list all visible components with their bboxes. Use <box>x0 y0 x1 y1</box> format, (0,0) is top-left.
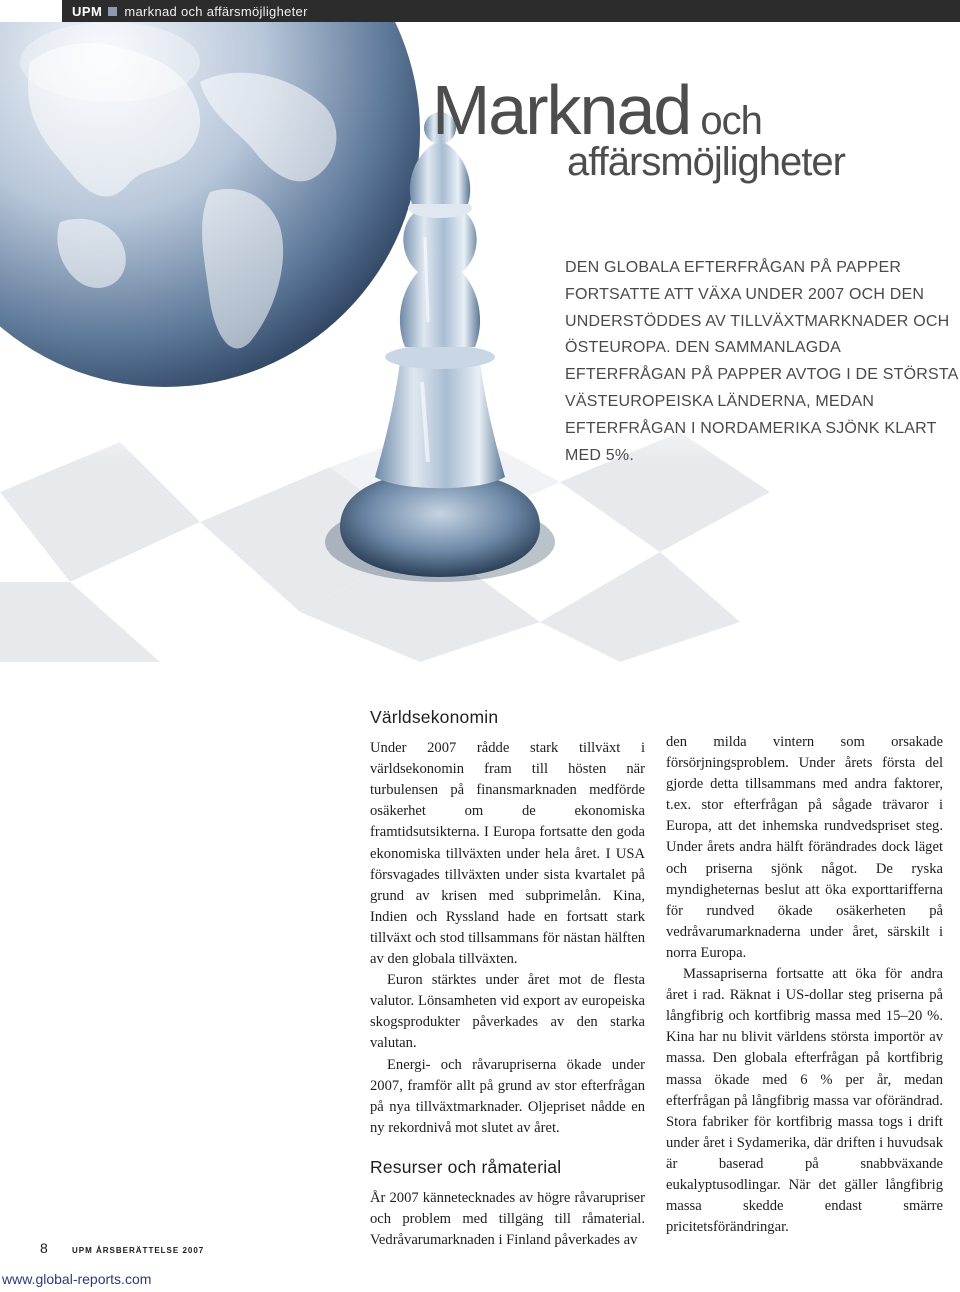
heading-world-economy: Världsekonomin <box>370 707 499 727</box>
title-main-word: Marknad <box>432 71 691 149</box>
text-column-left <box>370 707 645 1251</box>
paragraph: Massapriserna fortsatte att öka för andra året i rad. Räknat i US-dollar steg priserna på långfibrig och kortfibrig massa med 15–20 %. Kina har nu blivit världens största importör av massa. Den globala efterfrågan på kortfibrig massa ökade med 6 % per år, medan efterfrågan på långfibrig massa var oförändrad. Stora fabriker för kortfibrig massa togs i drift under året i Sydamerika, där driften i huvudsak är baserad på snabbväxande eukalyptusodlingar. När det gäller långfibrig massa skedde endast smärre pricitetsförändringar. <box>666 966 943 1236</box>
intro-lead-paragraph: DEN GLOBALA EFTERFRÅGAN PÅ PAPPER FORTSATTE ATT VÄXA UNDER 2007 OCH DEN UNDERSTÖDDES AV TILLVÄXTMARKNADER OCH ÖSTEUROPA. DEN SAMMANLAGDA EFTERFRÅGAN PÅ PAPPER AVTOG I DE STÖRSTA VÄSTEUROPEISKA LÄNDERNA, MEDAN EFTERFRÅGAN I NORDAMERIKA SJÖNK KLART MED 5%. <box>565 259 958 464</box>
paragraph: Energi- och råvarupriserna ökade under 2007, framför allt på grund av stor efterfrågan på nya tillväxtmarknader. Oljepriset nådde en ny rekordnivå mot slutet av året. <box>370 1056 645 1136</box>
header-brand: UPM <box>72 3 103 19</box>
running-header <box>62 0 960 22</box>
paragraph: den milda vintern som orsakade försörjningsproblem. Under årets första del gjorde detta tillsammans med andra faktorer, t.ex. stor efterfrågan på sågade trävaror i Europa, att det inhemska rundvedspriset steg. Under årets andra hälft förändrades dock läget och priserna sjönk något. De ryska myndigheternas beslut att öka exporttarifferna för rundved ökade osäkerheten på vedråvarumarknaderna under året, särskilt i norra Europa. <box>666 734 943 961</box>
paragraph: År 2007 kännetecknades av högre råvarupriser och problem med tillgäng till råmaterial. Vedråvarumarknaden i Finland påverkades av <box>370 1189 645 1249</box>
page-title-line2: affärsmöjligheter <box>567 140 845 184</box>
heading-resources: Resurser och råmaterial <box>370 1156 562 1177</box>
footer-report-title: UPM ÅRSBERÄTTELSE 2007 <box>72 1246 205 1255</box>
paragraph: Under 2007 rådde stark tillväxt i världsekonomin fram till hösten när turbulensen på finansmarknaden medförde osäkerhet om de ekonomiska framtidsutsikterna. I Europa fortsatte den goda ekonomiska tillväxten under hela året. I USA försvagades tillväxten under sista kvartalet på grund av krisen med subprimelån. Kina, Indien och Ryssland hade en fortsatt stark tillväxt och stod tillsammans för nästan hälften av den globala tillväxten. <box>370 740 645 968</box>
header-square-icon <box>108 7 117 16</box>
page-title-line1 <box>432 70 762 150</box>
globe <box>0 22 420 387</box>
paragraph: Euron stärktes under året mot de flesta valutor. Lönsamheten vid export av europeiska skogsprodukter påverkades av den starka valutan. <box>370 972 645 1052</box>
header-section-title: marknad och affärsmöjligheter <box>124 3 308 19</box>
source-url-link[interactable]: www.global-reports.com <box>2 1271 152 1287</box>
page-number: 8 <box>40 1240 48 1256</box>
text-column-right <box>666 732 943 1238</box>
title-connector-word: och <box>700 99 762 143</box>
